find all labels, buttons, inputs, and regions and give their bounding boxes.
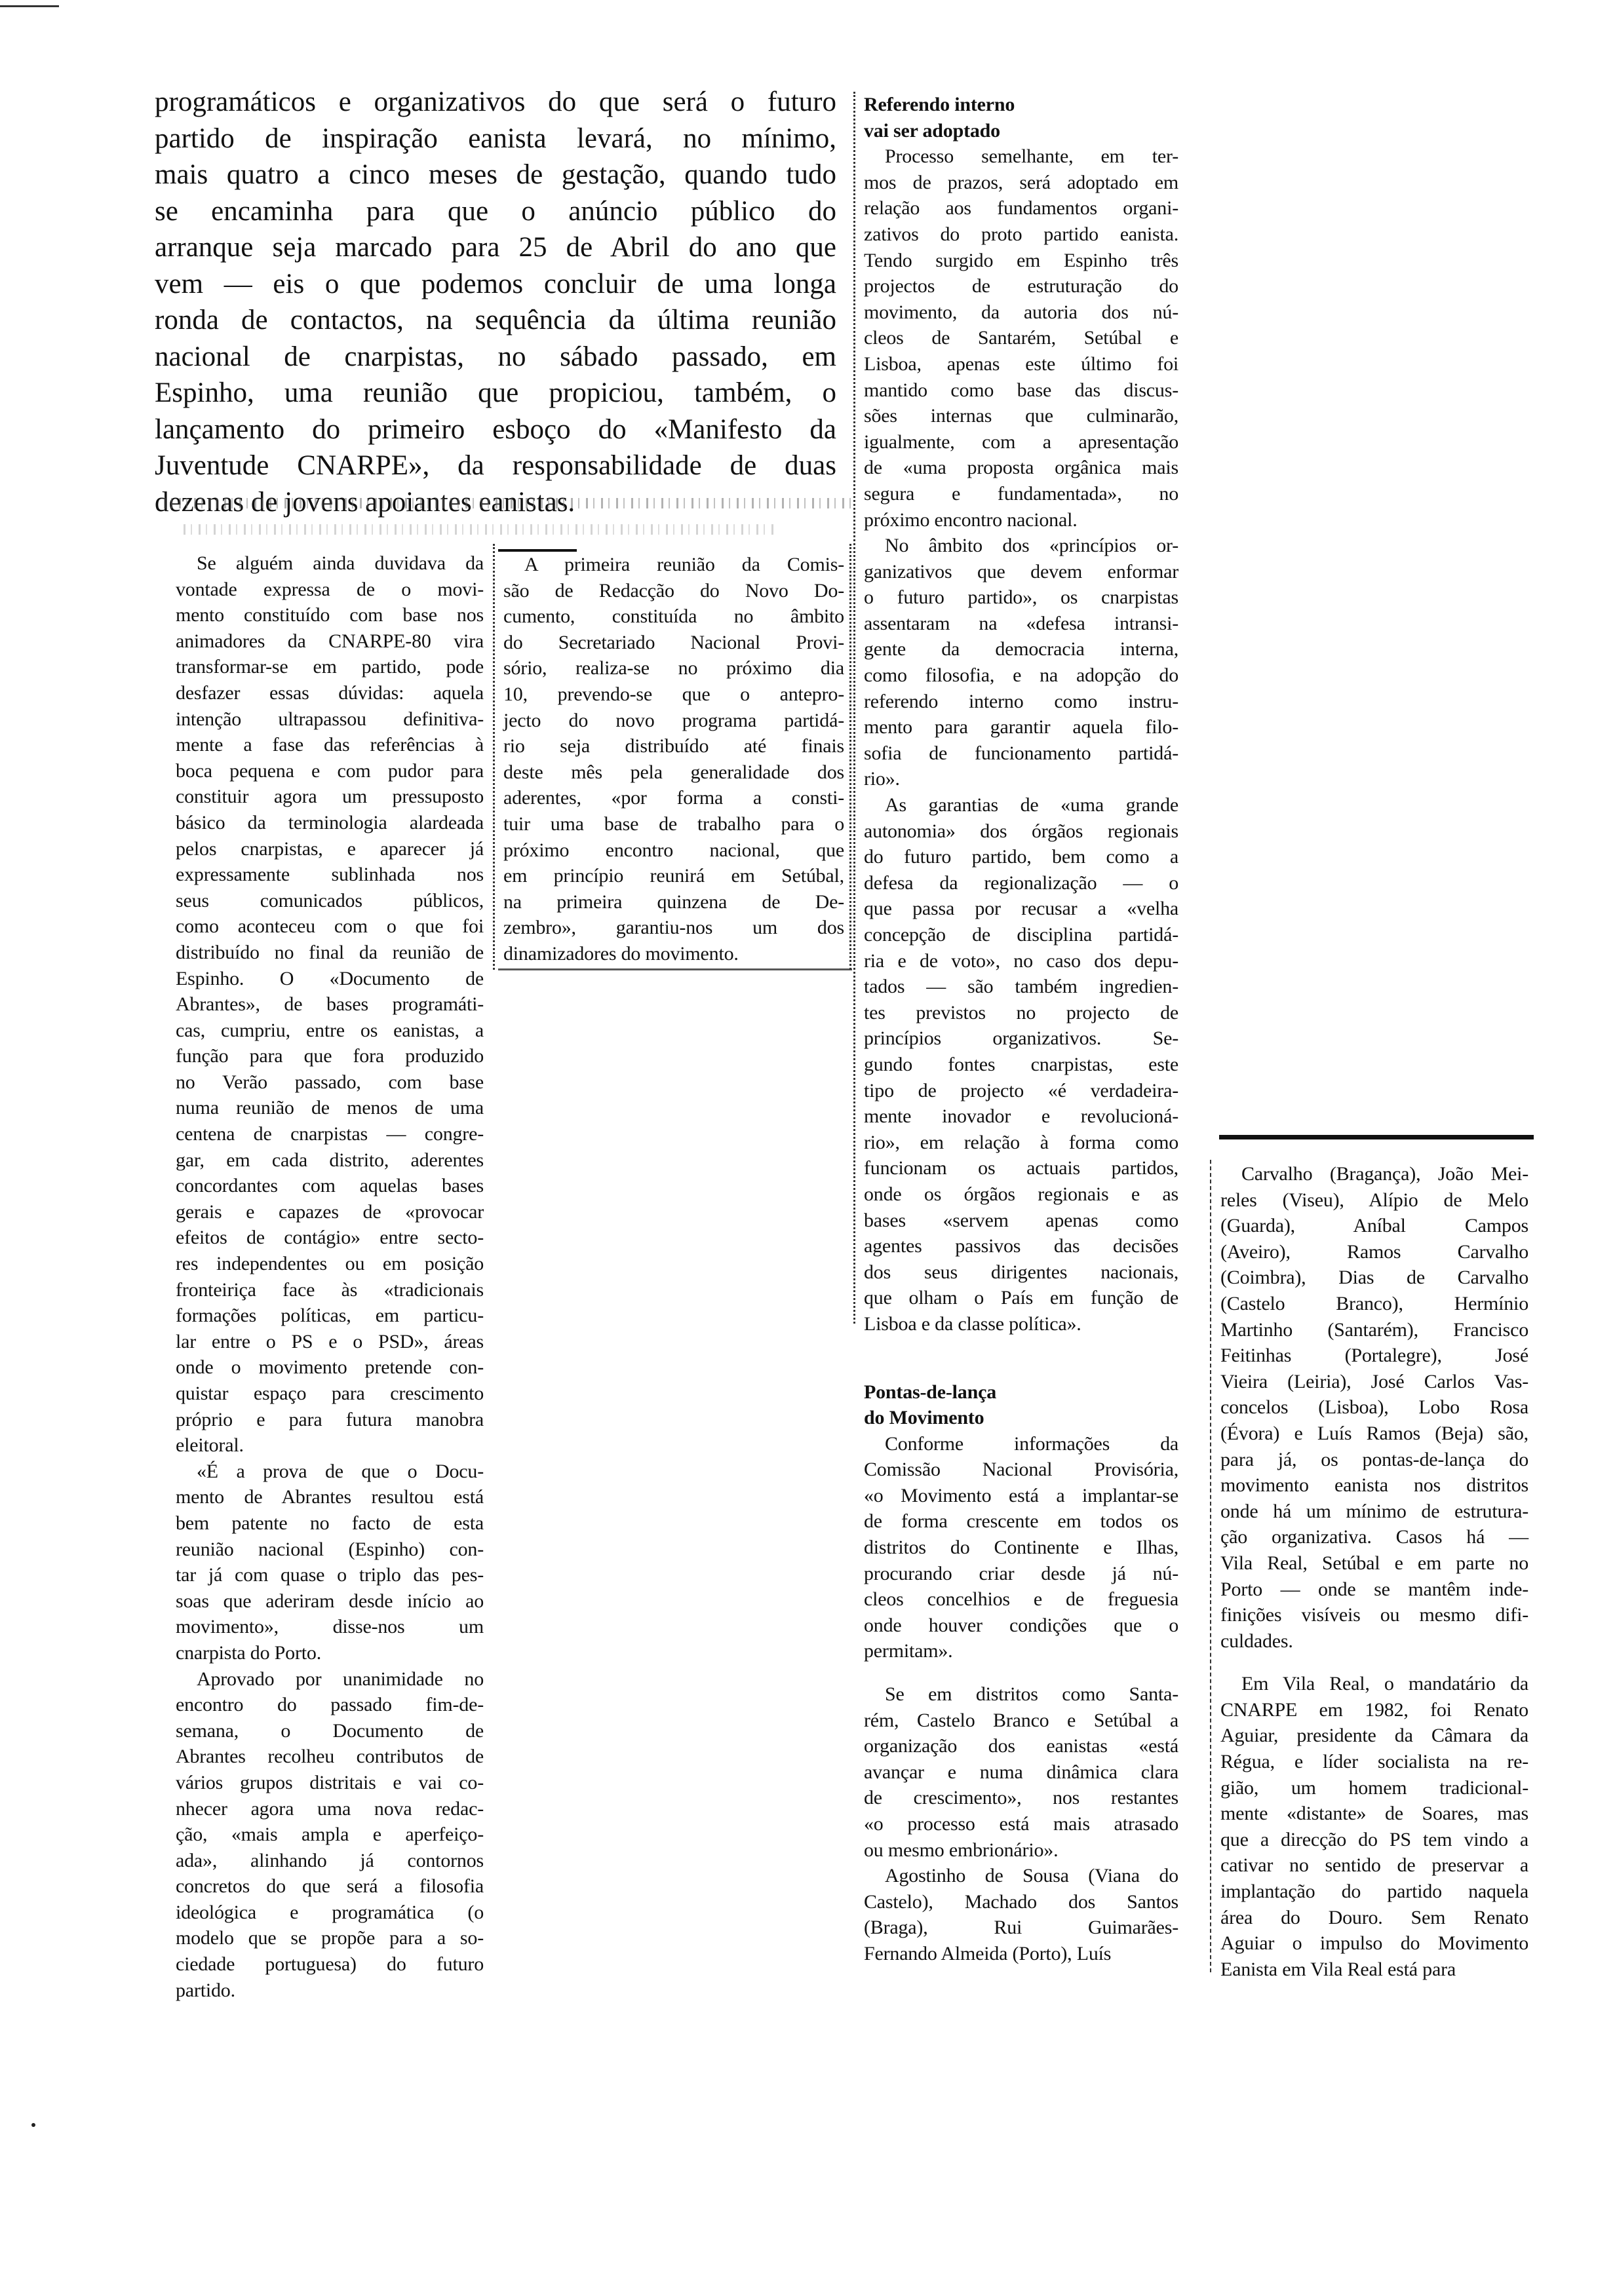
- text-line: tar já com quase o triplo das pes-: [176, 1564, 484, 1586]
- text-line: gundo fontes cnarpistas, este: [864, 1053, 1178, 1075]
- text-line: cas, cumpriu, entre os eanistas, a: [176, 1019, 484, 1041]
- text-line: Se em distritos como Santa-: [885, 1683, 1178, 1706]
- text-line: sões internas que culminarão,: [864, 405, 1178, 427]
- text-line: pelos cnarpistas, e aparecer já: [176, 837, 484, 860]
- text-line: tes previstos no projecto de: [864, 1001, 1178, 1024]
- text-line: bases «servem apenas como: [864, 1209, 1178, 1231]
- text-line: do Secretariado Nacional Provi-: [503, 631, 844, 653]
- text-line: 10, prevendo-se que o antepro-: [503, 683, 844, 705]
- text-line: zembro», garantiu-nos um dos: [503, 917, 844, 939]
- text-line: Martinho (Santarém), Francisco: [1220, 1318, 1528, 1341]
- text-line: Comissão Nacional Provisória,: [864, 1459, 1178, 1481]
- text-line: função para que fora produzido: [176, 1045, 484, 1067]
- text-line: (Coimbra), Dias de Carvalho: [1220, 1267, 1528, 1289]
- text-line: próximo encontro nacional.: [864, 508, 1078, 531]
- text-line: princípios organizativos. Se-: [864, 1027, 1178, 1050]
- text-line: referendo interno como instru-: [864, 690, 1178, 712]
- text-line: onde o movimento pretende con-: [176, 1356, 484, 1379]
- text-line: partido.: [176, 1979, 235, 2001]
- text-line: Régua, e líder socialista na re-: [1220, 1751, 1528, 1773]
- text-line: do futuro partido, bem como a: [864, 846, 1178, 868]
- text-line: Vieira (Leiria), José Carlos Vas-: [1220, 1370, 1528, 1392]
- text-line: assentaram na «defesa intransi-: [864, 612, 1178, 634]
- text-line: Abrantes recolheu contributos de: [176, 1746, 484, 1768]
- column-1: [176, 550, 484, 2003]
- text-line: lançamento do primeiro esboço do «Manifesto da: [155, 413, 836, 445]
- paragraph: [864, 1681, 1178, 1863]
- text-line: no Verão passado, com base: [176, 1071, 484, 1093]
- text-line: ronda de contactos, na sequência da última reunião: [155, 305, 836, 335]
- text-line: segura e fundamentada», no: [864, 482, 1178, 505]
- text-line: ção organizativa. Casos há —: [1220, 1526, 1528, 1548]
- text-line: como aconteceu com o que foi: [176, 915, 484, 938]
- paragraph: [864, 1863, 1178, 1966]
- text-line: desfazer essas dúvidas: aquela: [176, 681, 484, 704]
- text-line: concelos (Lisboa), Lobo Rosa: [1220, 1396, 1528, 1419]
- text-line: finições visíveis ou mesmo difi-: [1220, 1604, 1528, 1626]
- text-line: arranque seja marcado para 25 de Abril do ano que: [155, 232, 836, 263]
- text-line: Feitinhas (Portalegre), José: [1220, 1345, 1528, 1367]
- text-line: movimento, da autoria dos nú-: [864, 301, 1178, 323]
- text-line: mente inovador e revolucioná-: [864, 1105, 1178, 1128]
- text-line: tados — são também ingredien-: [864, 976, 1178, 998]
- column-2: [503, 552, 844, 967]
- text-line: Tendo surgido em Espinho três: [864, 249, 1178, 271]
- text-line: permitam».: [864, 1640, 953, 1662]
- text-line: ada», alinhando já contornos: [176, 1849, 484, 1871]
- text-line: nhecer agora uma nova redac-: [176, 1797, 484, 1820]
- text-line: básico da terminologia alardeada: [176, 811, 484, 833]
- text-line: Aguiar o impulso do Movimento: [1220, 1932, 1528, 1955]
- text-line: rém, Castelo Branco e Setúbal a: [864, 1709, 1178, 1731]
- text-line: na primeira quinzena de De-: [503, 890, 844, 913]
- text-line: quistar espaço para crescimento: [176, 1383, 484, 1404]
- text-line: lar entre o PS e o PSD», áreas: [176, 1330, 484, 1352]
- text-line: deste mês pela generalidade dos: [503, 761, 844, 783]
- text-line: cleos concelhios e de freguesia: [864, 1588, 1178, 1611]
- text-line: tuir uma base de trabalho para o: [503, 813, 844, 835]
- text-line: cumento, constituída no âmbito: [503, 605, 844, 628]
- intro-paragraph: [155, 84, 836, 520]
- text-line: semana, o Documento de: [176, 1719, 484, 1742]
- text-line: de «uma proposta orgânica mais: [864, 457, 1178, 479]
- text-line: animadores da CNARPE-80 vira: [176, 630, 484, 652]
- text-line: que olham o País em função de: [864, 1287, 1178, 1309]
- text-line: mais quatro a cinco meses de gestação, quando tudo: [155, 159, 836, 190]
- text-line: sório, realiza-se no próximo dia: [503, 657, 844, 679]
- text-line: para já, os pontas-de-lança do: [1220, 1448, 1528, 1470]
- text-line: cleos de Santarém, Setúbal e: [864, 327, 1178, 349]
- text-line: «o processo está mais atrasado: [864, 1813, 1178, 1835]
- text-line: CNARPE em 1982, foi Renato: [1220, 1698, 1528, 1721]
- text-line: fronteiriça face às «tradicionais: [176, 1278, 484, 1301]
- paragraph: [176, 550, 484, 1459]
- text-line: movimento eanista nos distritos: [1220, 1474, 1528, 1497]
- text-line: dinamizadores do movimento.: [503, 942, 739, 965]
- text-line: Aguiar, presidente da Câmara da: [1220, 1725, 1528, 1747]
- text-line: projectos de estruturação do: [864, 275, 1178, 297]
- text-line: mos de prazos, será adoptado em: [864, 171, 1178, 193]
- text-line: nacional de cnarpistas, no sábado passado, em: [155, 341, 836, 372]
- text-line: gente da democracia interna,: [864, 638, 1178, 660]
- text-line: eleitoral.: [176, 1434, 244, 1457]
- text-line: «o Movimento está a implantar-se: [864, 1484, 1178, 1506]
- scan-noise: [184, 524, 773, 535]
- text-line: são de Redacção do Novo Do-: [503, 579, 844, 602]
- section-heading-pontas-de-lanca: [864, 1379, 1178, 1431]
- text-line: (Castelo Branco), Hermínio: [1220, 1292, 1528, 1314]
- text-line: «É a prova de que o Docu-: [197, 1460, 484, 1482]
- text-line: Agostinho de Sousa (Viana do: [885, 1865, 1178, 1887]
- text-line: Referendo interno: [864, 94, 1015, 115]
- text-line: Abrantes», de bases programáti-: [176, 993, 484, 1016]
- paragraph: [176, 1666, 484, 2004]
- text-line: modelo que se propõe para a so-: [176, 1927, 484, 1949]
- text-line: culdades.: [1220, 1630, 1293, 1652]
- text-line: sofia de funcionamento partidá-: [864, 742, 1178, 764]
- scan-speck: [31, 2123, 35, 2127]
- text-line: Juventude CNARPE», da responsabilidade de duas: [155, 450, 836, 481]
- text-line: autonomia» dos órgãos regionais: [864, 820, 1178, 842]
- text-line: cativar no sentido de preservar a: [1220, 1854, 1528, 1877]
- text-line: ideológica e programática (o: [176, 1901, 484, 1923]
- text-line: mento constituído com base nos: [176, 604, 484, 626]
- column-rule: [498, 968, 852, 970]
- text-line: em princípio reunirá em Setúbal,: [503, 865, 844, 887]
- text-line: (Aveiro), Ramos Carvalho: [1220, 1240, 1528, 1263]
- text-line: transformar-se em partido, pode: [176, 656, 484, 678]
- text-line: Em Vila Real, o mandatário da: [1241, 1673, 1528, 1695]
- column-divider: [849, 544, 851, 970]
- text-line: encontro do passado fim-de-: [176, 1694, 484, 1716]
- text-line: numa reunião de menos de uma: [176, 1097, 484, 1119]
- text-line: procurando criar desde já nú-: [864, 1562, 1178, 1584]
- text-line: Processo semelhante, em ter-: [885, 145, 1178, 168]
- text-line: onde há um mínimo de estrutura-: [1220, 1500, 1528, 1522]
- text-line: rio», em relação à forma como: [864, 1131, 1178, 1153]
- text-line: partido de inspiração eanista levará, no mínimo,: [155, 123, 836, 154]
- text-line: ganizativos que devem enformar: [864, 560, 1178, 583]
- text-line: centena de cnarpistas — congre-: [176, 1123, 484, 1145]
- text-line: organização dos eanistas «está: [864, 1735, 1178, 1757]
- text-line: Lisboa, apenas este último foi: [864, 353, 1178, 375]
- text-line: intenção ultrapassou definitiva-: [176, 708, 484, 730]
- text-line: vontade expressa de o movi-: [176, 578, 484, 600]
- text-line: aderentes, «por forma a consti-: [503, 787, 844, 809]
- text-line: jecto do novo programa partidá-: [503, 709, 844, 731]
- scan-noise: [164, 498, 852, 508]
- section-body-pontas-de-lanca: [864, 1431, 1178, 1967]
- text-line: implantação do partido naquela: [1220, 1881, 1528, 1903]
- paragraph: [176, 1459, 484, 1666]
- text-line: vários grupos distritais e vai co-: [176, 1771, 484, 1793]
- text-line: programáticos e organizativos do que será o futuro: [155, 86, 836, 117]
- text-line: constituir agora um pressuposto: [176, 786, 484, 808]
- text-line: de forma crescente em todos os: [864, 1510, 1178, 1533]
- text-line: que passa por recusar a «velha: [864, 898, 1178, 920]
- text-line: defesa da regionalização — o: [864, 871, 1178, 894]
- paragraph: [864, 533, 1178, 792]
- text-line: rio seja distribuído até finais: [503, 735, 844, 757]
- text-line: Porto — onde se mantêm inde-: [1220, 1578, 1528, 1600]
- text-line: ria e de voto», no caso dos depu-: [864, 949, 1178, 972]
- text-line: concepção de disciplina partidá-: [864, 924, 1178, 946]
- text-line: ção, «mais ampla e aperfeiço-: [176, 1824, 484, 1846]
- text-line: Eanista em Vila Real está para: [1220, 1958, 1456, 1980]
- text-line: cnarpista do Porto.: [176, 1641, 321, 1664]
- text-line: expressamente sublinhada nos: [176, 864, 484, 886]
- text-line: mento de Abrantes resultou está: [176, 1486, 484, 1508]
- text-line: rio».: [864, 768, 900, 790]
- text-line: agentes passivos das decisões: [864, 1235, 1178, 1257]
- text-line: de crescimento», nos restantes: [864, 1787, 1178, 1809]
- section-rule: [1219, 1135, 1534, 1139]
- paragraph: [864, 1431, 1178, 1664]
- text-line: próximo encontro nacional, que: [503, 839, 844, 861]
- text-line: soas que aderiram desde início ao: [176, 1590, 484, 1612]
- text-line: tipo de projecto «é verdadeira-: [864, 1079, 1178, 1101]
- column-4: [1220, 1161, 1528, 1982]
- text-line: movimento», disse-nos um: [176, 1616, 484, 1638]
- text-line: gerais e capazes de «provocar: [176, 1200, 484, 1223]
- text-line: ou mesmo embrionário».: [864, 1839, 1059, 1861]
- text-line: bem patente no facto de esta: [176, 1512, 484, 1534]
- text-line: relação aos fundamentos organi-: [864, 197, 1178, 220]
- text-line: concordantes com aquelas bases: [176, 1175, 484, 1197]
- text-line: A primeira reunião da Comis-: [524, 554, 844, 575]
- paragraph: [503, 552, 844, 967]
- text-line: Espinho, uma reunião que propiciou, também, o: [155, 377, 836, 408]
- text-line: No âmbito dos «princípios or-: [885, 535, 1178, 557]
- text-line: (Évora) e Luís Ramos (Beja) são,: [1220, 1422, 1528, 1444]
- text-line: mente «distante» de Soares, mas: [1220, 1803, 1528, 1825]
- text-line: (Guarda), Aníbal Campos: [1220, 1215, 1528, 1237]
- text-line: dos seus dirigentes nacionais,: [864, 1261, 1178, 1283]
- text-line: funcionam os actuais partidos,: [864, 1157, 1178, 1179]
- paragraph: [1220, 1671, 1528, 1982]
- paragraph: [1220, 1161, 1528, 1654]
- text-line: Vila Real, Setúbal e em parte no: [1220, 1552, 1528, 1574]
- text-line: onde os órgãos regionais e as: [864, 1183, 1178, 1205]
- text-line: área do Douro. Sem Renato: [1220, 1906, 1528, 1928]
- text-line: (Braga), Rui Guimarães-: [864, 1917, 1178, 1939]
- text-line: Pontas-de-lança: [864, 1381, 996, 1403]
- column-divider: [1210, 1160, 1211, 1972]
- text-line: concretos do que será a filosofia: [176, 1875, 484, 1898]
- text-line: o futuro partido», os cnarpistas: [864, 586, 1178, 609]
- text-line: Se alguém ainda duvidava da: [197, 552, 484, 574]
- text-line: Fernando Almeida (Porto), Luís: [864, 1942, 1112, 1964]
- text-line: mento para garantir aquela filo-: [864, 716, 1178, 738]
- text-line: mantido como base das discus-: [864, 379, 1178, 401]
- text-line: Aprovado por unanimidade no: [197, 1668, 484, 1690]
- text-line: reunião nacional (Espinho) con-: [176, 1538, 484, 1560]
- text-line: Conforme informações da: [885, 1432, 1178, 1455]
- text-line: mente a fase das referências à: [176, 734, 484, 756]
- column-3: [864, 92, 1178, 1967]
- text-line: igualmente, com a apresentação: [864, 430, 1178, 453]
- text-line: Espinho. O «Documento de: [176, 967, 484, 989]
- text-line: próprio e para futura manobra: [176, 1408, 484, 1430]
- text-line: Lisboa e da classe política».: [864, 1312, 1081, 1335]
- text-line: que a direcção do PS tem vindo a: [1220, 1828, 1528, 1850]
- text-line: vem — eis o que podemos concluir de uma longa: [155, 268, 836, 299]
- text-line: efeitos de contágio» entre secto-: [176, 1227, 484, 1249]
- text-line: Carvalho (Bragança), João Mei-: [1241, 1163, 1528, 1185]
- text-line: distribuído no final da reunião de: [176, 941, 484, 963]
- text-line: boca pequena e com pudor para: [176, 759, 484, 782]
- text-line: gião, um homem tradicional-: [1220, 1776, 1528, 1799]
- text-line: ciedade portuguesa) do futuro: [176, 1953, 484, 1976]
- text-line: As garantias de «uma grande: [885, 794, 1178, 816]
- text-line: onde houver condições que o: [864, 1614, 1178, 1636]
- text-line: dezenas de jovens apoiantes eanistas.: [155, 486, 575, 518]
- text-line: distritos do Continente e Ilhas,: [864, 1537, 1178, 1559]
- text-line: zativos do proto partido eanista.: [864, 223, 1178, 245]
- text-line: se encaminha para que o anúncio público do: [155, 195, 836, 227]
- paragraph: [864, 144, 1178, 533]
- text-line: res independentes ou em posição: [176, 1253, 484, 1275]
- scan-mark: [0, 5, 59, 7]
- text-line: seus comunicados públicos,: [176, 889, 484, 911]
- text-line: avançar e numa dinâmica clara: [864, 1761, 1178, 1783]
- text-line: do Movimento: [864, 1407, 984, 1429]
- text-line: reles (Viseu), Alípio de Melo: [1220, 1189, 1528, 1211]
- text-line: formações políticas, em particu-: [176, 1305, 484, 1327]
- section-body-referendo: [864, 144, 1178, 1337]
- text-line: como filosofia, e na adopção do: [864, 664, 1178, 687]
- paragraph: [864, 792, 1178, 1337]
- text-line: vai ser adoptado: [864, 119, 1000, 142]
- text-line: Castelo), Machado dos Santos: [864, 1890, 1178, 1913]
- column-divider: [493, 544, 495, 970]
- text-line: gar, em cada distrito, aderentes: [176, 1149, 484, 1171]
- column-divider: [853, 92, 855, 1324]
- section-heading-referendo: [864, 92, 1178, 144]
